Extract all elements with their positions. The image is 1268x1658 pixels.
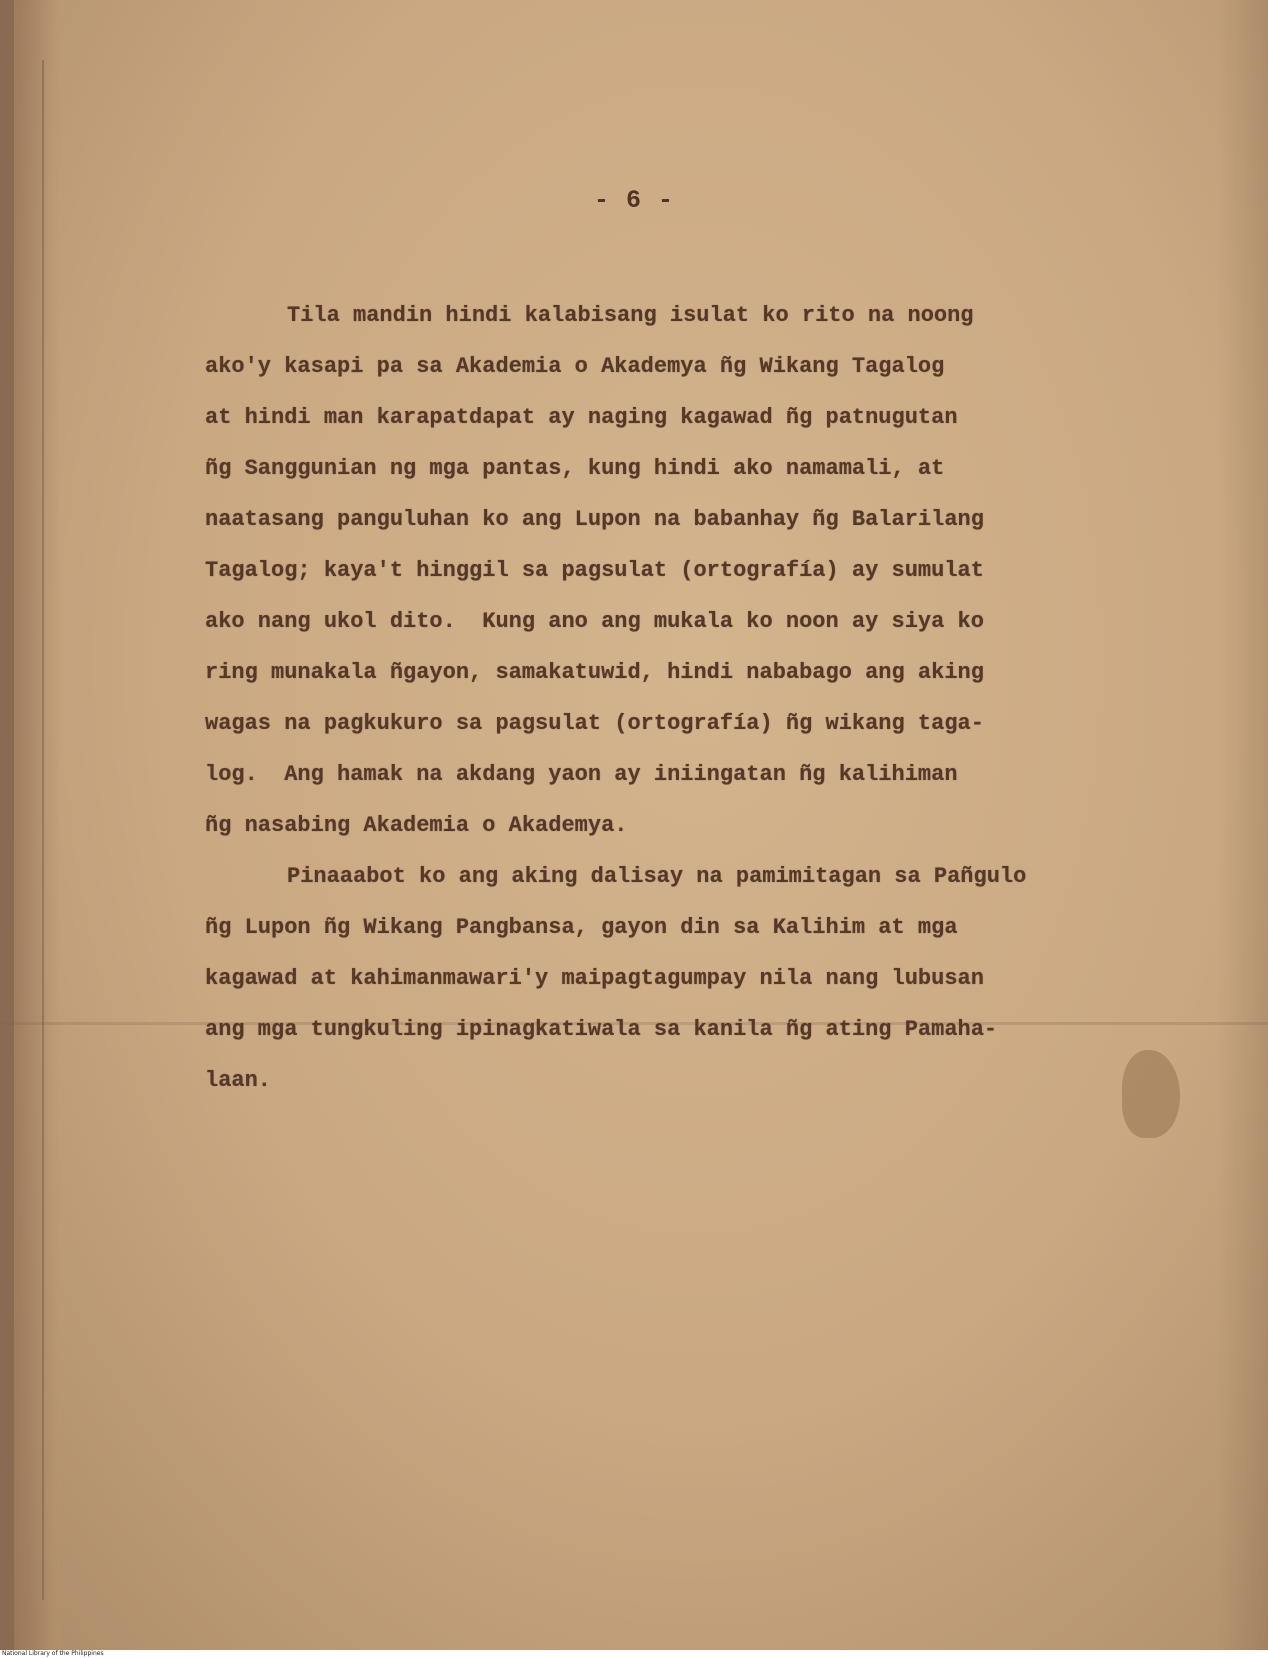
document-body <box>205 290 1145 1106</box>
text-line: log. Ang hamak na akdang yaon ay iniingatan ñg kalihiman <box>205 762 958 787</box>
text-line: ñg Sanggunian ng mga pantas, kung hindi ako namamali, at <box>205 456 945 481</box>
paragraph-1 <box>205 290 1145 851</box>
paragraph-2 <box>205 851 1145 1106</box>
text-line: naatasang panguluhan ko ang Lupon na babanhay ñg Balarilang <box>205 507 984 532</box>
page-number: - 6 - <box>593 186 674 215</box>
text-line: kagawad at kahimanmawari'y maipagtagumpay nila nang lubusan <box>205 966 984 991</box>
text-line: Tila mandin hindi kalabisang isulat ko rito na noong <box>287 303 974 328</box>
text-line: ring munakala ñgayon, samakatuwid, hindi nababago ang aking <box>205 660 984 685</box>
text-line: ang mga tungkuling ipinagkatiwala sa kanila ñg ating Pamaha- <box>205 1017 998 1042</box>
text-line: laan. <box>205 1068 272 1093</box>
torn-left-edge <box>14 0 60 1650</box>
text-line: ñg nasabing Akademia o Akademya. <box>205 813 628 838</box>
library-credit: National Library of the Philippines <box>2 1650 104 1657</box>
stitch-line <box>42 60 44 1600</box>
text-line: ñg Lupon ñg Wikang Pangbansa, gayon din sa Kalihim at mga <box>205 915 958 940</box>
text-line: at hindi man karapatdapat ay naging kagawad ñg patnugutan <box>205 405 958 430</box>
text-line: ako nang ukol dito. Kung ano ang mukala ko noon ay siya ko <box>205 609 984 634</box>
binding-strip <box>0 0 14 1650</box>
text-line: ako'y kasapi pa sa Akademia o Akademya ñg Wikang Tagalog <box>205 354 945 379</box>
text-line: Tagalog; kaya't hinggil sa pagsulat (ortografía) ay sumulat <box>205 558 984 583</box>
text-line: Pinaaabot ko ang aking dalisay na pamimitagan sa Pañgulo <box>287 864 1027 889</box>
text-line: wagas na pagkukuro sa pagsulat (ortografía) ñg wikang taga- <box>205 711 984 736</box>
